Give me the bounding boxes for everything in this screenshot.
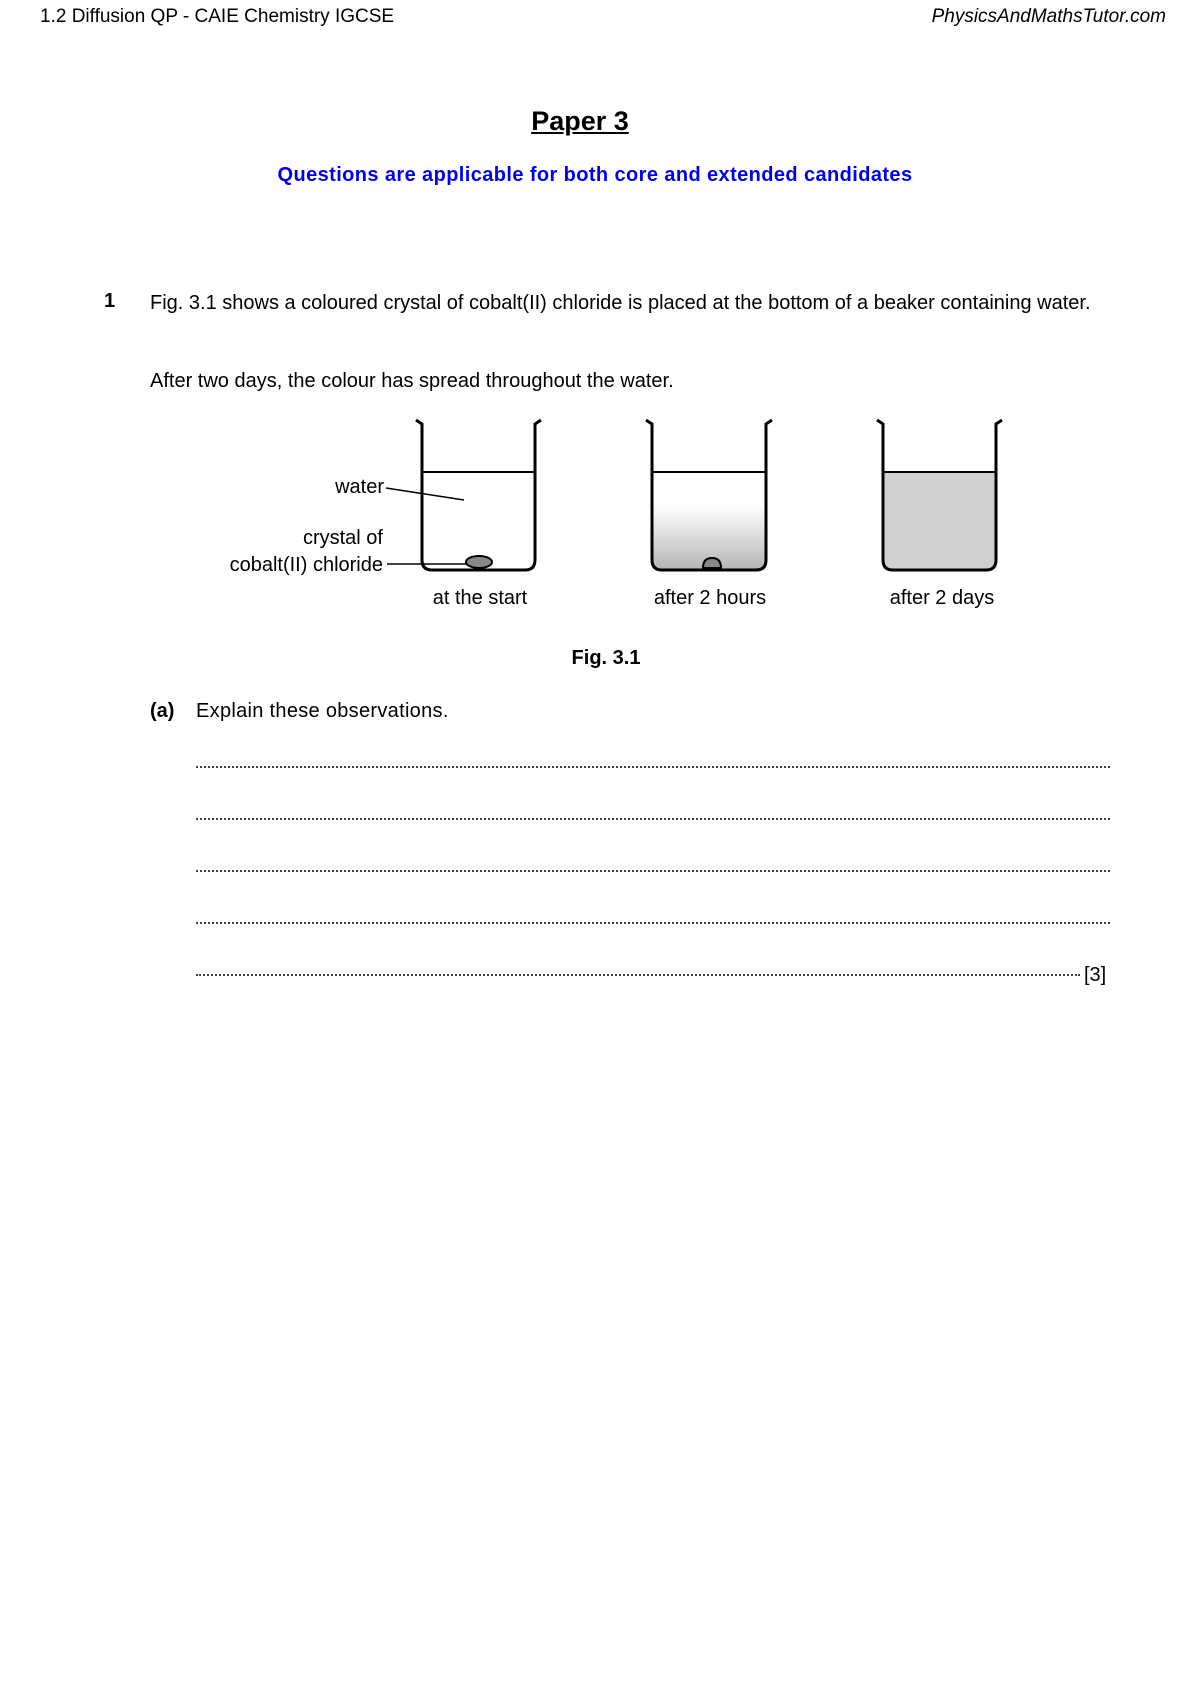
water-label: water — [335, 476, 384, 498]
header-site: PhysicsAndMathsTutor.com — [931, 6, 1166, 27]
caption-2-days: after 2 days — [889, 587, 995, 609]
question-number: 1 — [104, 290, 116, 312]
paper-subtitle: Questions are applicable for both core and extended candidates — [277, 164, 913, 186]
answer-line[interactable] — [196, 918, 1110, 924]
answer-line[interactable] — [196, 762, 1110, 768]
solution-fill — [652, 472, 766, 570]
crystal-shape — [466, 556, 492, 568]
crystal-label-line-2: cobalt(II) chloride — [229, 554, 383, 576]
crystal-label-line-1: crystal of — [302, 527, 383, 549]
beaker-2-hours — [646, 420, 772, 570]
part-a-label: (a) — [150, 700, 175, 722]
marks-label: [3] — [1084, 964, 1107, 986]
caption-2-hours: after 2 hours — [653, 587, 767, 609]
crystal-shape — [703, 558, 721, 568]
question-text-2: After two days, the colour has spread throughout the water. — [150, 370, 674, 392]
answer-line[interactable] — [196, 866, 1110, 872]
header-title: 1.2 Diffusion QP - CAIE Chemistry IGCSE — [40, 6, 395, 27]
part-a-text: Explain these observations. — [196, 700, 449, 722]
answer-line[interactable] — [196, 970, 1080, 976]
paper-title: Paper 3 — [531, 106, 629, 136]
answer-line[interactable] — [196, 814, 1110, 820]
figure-caption: Fig. 3.1 — [571, 647, 641, 669]
question-text: Fig. 3.1 shows a coloured crystal of cobalt(II) chloride is placed at the bottom of a beaker containing water. — [150, 292, 1091, 314]
caption-start: at the start — [432, 587, 528, 609]
solution-fill — [883, 472, 996, 570]
water-leader-line — [386, 488, 464, 500]
figure-3-1-diagram — [0, 0, 1200, 640]
beaker-2-days — [877, 420, 1002, 570]
